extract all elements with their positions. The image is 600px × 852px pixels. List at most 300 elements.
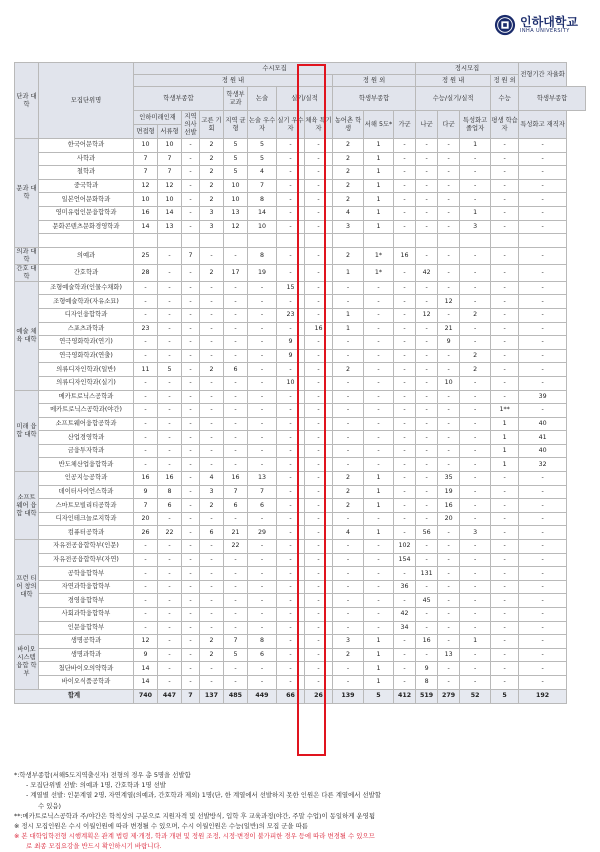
value-cell: - — [438, 179, 460, 193]
total-value-cell: 485 — [224, 689, 248, 703]
total-value-cell: 519 — [416, 689, 438, 703]
value-cell: 2 — [333, 179, 364, 193]
value-cell: - — [416, 206, 438, 220]
table-row — [15, 485, 586, 499]
value-cell: 2 — [333, 499, 364, 513]
value-cell: - — [460, 512, 491, 526]
value-cell: 16 — [224, 472, 248, 486]
value-cell: - — [224, 675, 248, 689]
value-cell: 8 — [248, 247, 277, 264]
value-cell: 35 — [438, 472, 460, 486]
value-cell: 1 — [491, 417, 519, 431]
value-cell: 2 — [460, 363, 491, 377]
value-cell: 40 — [519, 417, 567, 431]
value-cell: - — [182, 458, 200, 472]
value-cell: 7 — [248, 179, 277, 193]
value-cell: - — [438, 139, 460, 153]
table-row — [15, 472, 586, 486]
value-cell: - — [224, 662, 248, 676]
value-cell: 3 — [460, 526, 491, 540]
value-cell: - — [364, 540, 394, 554]
value-cell: - — [438, 193, 460, 207]
total-value-cell: 5 — [491, 689, 519, 703]
value-cell: - — [182, 431, 200, 445]
value-cell: - — [364, 295, 394, 309]
value-cell: - — [305, 336, 333, 350]
value-cell: 5 — [248, 139, 277, 153]
value-cell: - — [305, 580, 333, 594]
value-cell: - — [460, 322, 491, 336]
value-cell: - — [305, 675, 333, 689]
value-cell: - — [460, 179, 491, 193]
value-cell: - — [519, 206, 567, 220]
value-cell: - — [134, 404, 158, 418]
value-cell: 4 — [333, 206, 364, 220]
value-cell: - — [519, 635, 567, 649]
logo-sub: INHA UNIVERSITY — [520, 28, 570, 34]
value-cell — [460, 234, 491, 248]
value-cell: 12 — [416, 308, 438, 322]
college-cell: 바이오 시스템 융합 학부 — [15, 635, 39, 689]
value-cell: 102 — [394, 540, 416, 554]
value-cell: - — [416, 431, 438, 445]
value-cell: - — [364, 458, 394, 472]
value-cell: 15 — [277, 281, 305, 295]
value-cell: - — [158, 376, 182, 390]
value-cell: - — [277, 152, 305, 166]
value-cell: 16 — [305, 322, 333, 336]
value-cell: - — [364, 376, 394, 390]
value-cell: - — [200, 580, 224, 594]
value-cell: - — [277, 594, 305, 608]
table-row — [15, 444, 586, 458]
value-cell: - — [438, 621, 460, 635]
value-cell: - — [305, 444, 333, 458]
value-cell: - — [333, 594, 364, 608]
value-cell: 17 — [224, 264, 248, 281]
college-cell: 소프트 웨어 융합 대학 — [15, 472, 39, 540]
value-cell: - — [394, 206, 416, 220]
value-cell — [134, 234, 158, 248]
value-cell: - — [305, 404, 333, 418]
value-cell — [394, 234, 416, 248]
value-cell: - — [134, 390, 158, 404]
value-cell: 2 — [333, 193, 364, 207]
value-cell: 10 — [224, 193, 248, 207]
total-value-cell: 740 — [134, 689, 158, 703]
value-cell: - — [182, 621, 200, 635]
value-cell: - — [200, 675, 224, 689]
value-cell: - — [200, 512, 224, 526]
value-cell: - — [438, 608, 460, 622]
total-value-cell: 137 — [200, 689, 224, 703]
value-cell: - — [158, 349, 182, 363]
value-cell: - — [394, 594, 416, 608]
value-cell: - — [305, 662, 333, 676]
table-row — [15, 247, 586, 264]
table-row — [15, 322, 586, 336]
value-cell: - — [519, 179, 567, 193]
value-cell: 10 — [134, 139, 158, 153]
unit-name-cell: 사회과학융합학부 — [39, 608, 134, 622]
value-cell: - — [305, 512, 333, 526]
value-cell: - — [333, 540, 364, 554]
value-cell: - — [158, 322, 182, 336]
value-cell: - — [158, 281, 182, 295]
value-cell: - — [364, 322, 394, 336]
value-cell: - — [394, 152, 416, 166]
table-row — [15, 376, 586, 390]
value-cell: - — [364, 281, 394, 295]
value-cell: 10 — [438, 376, 460, 390]
value-cell: - — [277, 193, 305, 207]
unit-name-cell: 데이터사이언스학과 — [39, 485, 134, 499]
value-cell: - — [491, 220, 519, 234]
value-cell: 5 — [224, 166, 248, 180]
value-cell — [182, 234, 200, 248]
value-cell: 2 — [200, 193, 224, 207]
value-cell: - — [394, 458, 416, 472]
value-cell: 1 — [364, 152, 394, 166]
value-cell: - — [182, 526, 200, 540]
value-cell: 2 — [200, 179, 224, 193]
value-cell: 23 — [277, 308, 305, 322]
unit-name-cell: 연극영화학과(연출) — [39, 349, 134, 363]
value-cell: 13 — [158, 220, 182, 234]
value-cell: - — [182, 675, 200, 689]
value-cell: 2 — [333, 247, 364, 264]
university-logo — [494, 14, 578, 36]
value-cell: 23 — [134, 322, 158, 336]
value-cell: - — [200, 390, 224, 404]
value-cell: - — [416, 621, 438, 635]
value-cell: 10 — [248, 220, 277, 234]
note-line: ※ 정시 모집인원은 수시 이월인원에 따라 변경될 수 있으며, 수시 이월인원은 수능(일반)의 모집 군을 따름 — [14, 822, 308, 831]
value-cell: 10 — [224, 179, 248, 193]
value-cell: - — [519, 675, 567, 689]
value-cell: 3 — [200, 206, 224, 220]
value-cell: - — [438, 431, 460, 445]
unit-name-cell: 자연과학융합학부 — [39, 580, 134, 594]
value-cell: 2 — [200, 264, 224, 281]
value-cell: - — [519, 526, 567, 540]
value-cell: - — [200, 247, 224, 264]
header-hakjong: 학생부종합 — [134, 87, 224, 111]
value-cell: - — [277, 363, 305, 377]
total-value-cell: 192 — [519, 689, 567, 703]
value-cell: 12 — [134, 635, 158, 649]
note-line: **:메카트로닉스공학과 주/야간은 학칙상의 구분으로 지원자격 및 선발방식, 입학 후 교육과정(야간, 주말 수업)이 동일하게 운영됨 — [14, 811, 375, 820]
value-cell: - — [519, 139, 567, 153]
value-cell: - — [460, 417, 491, 431]
value-cell: - — [491, 295, 519, 309]
value-cell: - — [416, 608, 438, 622]
value-cell: - — [305, 526, 333, 540]
value-cell: - — [305, 264, 333, 281]
value-cell: 1* — [364, 264, 394, 281]
value-cell: 12 — [158, 179, 182, 193]
value-cell: - — [333, 621, 364, 635]
value-cell: - — [134, 349, 158, 363]
value-cell: - — [277, 662, 305, 676]
header-sub-inha: 인하미래인재 — [134, 111, 182, 125]
value-cell: - — [519, 322, 567, 336]
value-cell: - — [200, 295, 224, 309]
value-cell: - — [182, 512, 200, 526]
value-cell: - — [519, 540, 567, 554]
value-cell: - — [416, 349, 438, 363]
value-cell: - — [364, 363, 394, 377]
value-cell: - — [182, 281, 200, 295]
value-cell: - — [519, 608, 567, 622]
value-cell: - — [277, 166, 305, 180]
value-cell: - — [158, 648, 182, 662]
value-cell: - — [248, 580, 277, 594]
value-cell: - — [277, 139, 305, 153]
value-cell: - — [333, 417, 364, 431]
value-cell: 2 — [460, 349, 491, 363]
value-cell: - — [519, 376, 567, 390]
value-cell: - — [182, 648, 200, 662]
value-cell: - — [277, 444, 305, 458]
value-cell: 2 — [200, 166, 224, 180]
unit-name-cell: 연극영화학과(연기) — [39, 336, 134, 350]
value-cell: 154 — [394, 553, 416, 567]
note-line: *:학생부종합(서해5도지역출신자) 전형의 경우 총 5명을 선발함 — [14, 771, 191, 779]
value-cell: - — [305, 608, 333, 622]
value-cell: - — [182, 264, 200, 281]
value-cell: - — [394, 281, 416, 295]
value-cell: - — [333, 458, 364, 472]
value-cell: - — [460, 472, 491, 486]
value-cell: - — [416, 458, 438, 472]
table-row — [15, 648, 586, 662]
header-sub-ga: 가군 — [394, 111, 416, 139]
value-cell: 39 — [519, 390, 567, 404]
value-cell: - — [333, 512, 364, 526]
value-cell: - — [248, 390, 277, 404]
value-cell: 21 — [438, 322, 460, 336]
value-cell: 131 — [416, 567, 438, 581]
value-cell: - — [182, 336, 200, 350]
value-cell: - — [491, 540, 519, 554]
value-cell: - — [491, 675, 519, 689]
value-cell: - — [491, 179, 519, 193]
value-cell: 20 — [438, 512, 460, 526]
value-cell: - — [134, 540, 158, 554]
value-cell: - — [416, 499, 438, 513]
value-cell: - — [491, 166, 519, 180]
value-cell: - — [491, 472, 519, 486]
value-cell: - — [519, 247, 567, 264]
college-cell: 문과 대학 — [15, 139, 39, 248]
value-cell — [158, 234, 182, 248]
total-value-cell: 279 — [438, 689, 460, 703]
note-line: - 모집단위별 선발: 의예과 1명, 간호학과 1명 선발 — [26, 781, 166, 790]
value-cell: - — [416, 166, 438, 180]
value-cell: - — [491, 648, 519, 662]
value-cell: 9 — [416, 662, 438, 676]
value-cell: 13 — [438, 648, 460, 662]
value-cell: - — [519, 512, 567, 526]
unit-name-cell: 조형예술학과(자유소묘) — [39, 295, 134, 309]
value-cell: 25 — [134, 247, 158, 264]
value-cell: - — [438, 363, 460, 377]
value-cell: - — [305, 621, 333, 635]
value-cell: - — [134, 376, 158, 390]
value-cell: - — [460, 166, 491, 180]
value-cell: - — [519, 336, 567, 350]
value-cell: - — [364, 621, 394, 635]
value-cell: - — [438, 308, 460, 322]
value-cell: - — [224, 390, 248, 404]
value-cell: - — [519, 281, 567, 295]
value-cell: - — [248, 281, 277, 295]
value-cell: - — [364, 431, 394, 445]
value-cell: - — [277, 553, 305, 567]
value-cell: - — [305, 179, 333, 193]
value-cell: - — [182, 553, 200, 567]
value-cell: - — [200, 621, 224, 635]
value-cell: - — [305, 193, 333, 207]
value-cell: - — [416, 139, 438, 153]
value-cell: - — [305, 308, 333, 322]
value-cell: - — [158, 635, 182, 649]
value-cell: - — [248, 444, 277, 458]
value-cell: - — [460, 485, 491, 499]
unit-name-cell: 생명공학과 — [39, 635, 134, 649]
value-cell: 1 — [491, 431, 519, 445]
value-cell: - — [158, 580, 182, 594]
value-cell: - — [460, 567, 491, 581]
value-cell: - — [438, 281, 460, 295]
value-cell: - — [305, 281, 333, 295]
value-cell: - — [158, 417, 182, 431]
value-cell: - — [248, 458, 277, 472]
value-cell: - — [277, 295, 305, 309]
unit-name-cell: 생명과학과 — [39, 648, 134, 662]
value-cell: 41 — [519, 431, 567, 445]
value-cell: - — [277, 322, 305, 336]
header-sub-lifelong: 평생 학습자 — [491, 111, 519, 139]
value-cell: - — [394, 376, 416, 390]
total-value-cell: 449 — [248, 689, 277, 703]
value-cell: - — [200, 322, 224, 336]
value-cell: - — [134, 608, 158, 622]
table-header — [15, 63, 586, 139]
value-cell: 9 — [277, 349, 305, 363]
value-cell: - — [416, 322, 438, 336]
unit-name-cell: 컴퓨터공학과 — [39, 526, 134, 540]
value-cell: - — [224, 336, 248, 350]
value-cell: - — [394, 567, 416, 581]
value-cell: 12 — [134, 179, 158, 193]
value-cell: - — [491, 594, 519, 608]
value-cell: - — [438, 526, 460, 540]
unit-name-cell: 의류디자인학과(일반) — [39, 363, 134, 377]
value-cell: - — [224, 376, 248, 390]
value-cell: - — [305, 472, 333, 486]
value-cell: - — [394, 139, 416, 153]
value-cell: 4 — [333, 526, 364, 540]
value-cell: - — [438, 540, 460, 554]
college-cell: 미래 융합 대학 — [15, 390, 39, 472]
value-cell: - — [519, 349, 567, 363]
header-sub-west5: 서해 5도* — [364, 111, 394, 139]
value-cell: - — [416, 404, 438, 418]
value-cell: - — [224, 608, 248, 622]
table-row — [15, 567, 586, 581]
value-cell — [333, 234, 364, 248]
value-cell: - — [305, 363, 333, 377]
value-cell: - — [460, 675, 491, 689]
value-cell: - — [394, 499, 416, 513]
table-row — [15, 193, 586, 207]
value-cell: - — [158, 675, 182, 689]
value-cell: - — [182, 322, 200, 336]
value-cell: - — [200, 349, 224, 363]
value-cell: - — [277, 580, 305, 594]
value-cell: - — [200, 444, 224, 458]
unit-name-cell: 철학과 — [39, 166, 134, 180]
value-cell: - — [305, 206, 333, 220]
university-seal-icon — [494, 14, 516, 36]
value-cell: - — [277, 540, 305, 554]
value-cell: 42 — [416, 264, 438, 281]
value-cell: - — [158, 540, 182, 554]
value-cell: - — [394, 193, 416, 207]
value-cell: - — [519, 594, 567, 608]
value-cell: - — [182, 472, 200, 486]
value-cell: - — [491, 635, 519, 649]
value-cell: 14 — [158, 206, 182, 220]
value-cell: 7 — [158, 166, 182, 180]
value-cell: - — [394, 417, 416, 431]
value-cell: - — [200, 594, 224, 608]
value-cell: 7 — [224, 485, 248, 499]
value-cell: - — [416, 295, 438, 309]
table-row — [15, 662, 586, 676]
value-cell: - — [248, 553, 277, 567]
value-cell: 1 — [364, 139, 394, 153]
value-cell: - — [491, 553, 519, 567]
value-cell: - — [182, 349, 200, 363]
value-cell: - — [416, 336, 438, 350]
header-susi: 수시모집 — [134, 63, 416, 75]
value-cell: 3 — [333, 635, 364, 649]
value-cell: 11 — [134, 363, 158, 377]
table-row — [15, 139, 586, 153]
value-cell: - — [438, 206, 460, 220]
value-cell: - — [438, 662, 460, 676]
value-cell: - — [416, 363, 438, 377]
value-cell: 28 — [134, 264, 158, 281]
value-cell: 9 — [438, 336, 460, 350]
value-cell: - — [394, 322, 416, 336]
value-cell: 1 — [491, 444, 519, 458]
value-cell: 32 — [519, 458, 567, 472]
value-cell: - — [519, 295, 567, 309]
value-cell: - — [519, 166, 567, 180]
header-jeongsi-in: 정 원 내 — [416, 75, 491, 87]
value-cell: 5 — [158, 363, 182, 377]
total-value-cell: 5 — [364, 689, 394, 703]
unit-name-cell: 간호학과 — [39, 264, 134, 281]
value-cell: 2 — [333, 485, 364, 499]
value-cell: - — [158, 594, 182, 608]
value-cell: - — [134, 295, 158, 309]
value-cell: 2 — [333, 139, 364, 153]
